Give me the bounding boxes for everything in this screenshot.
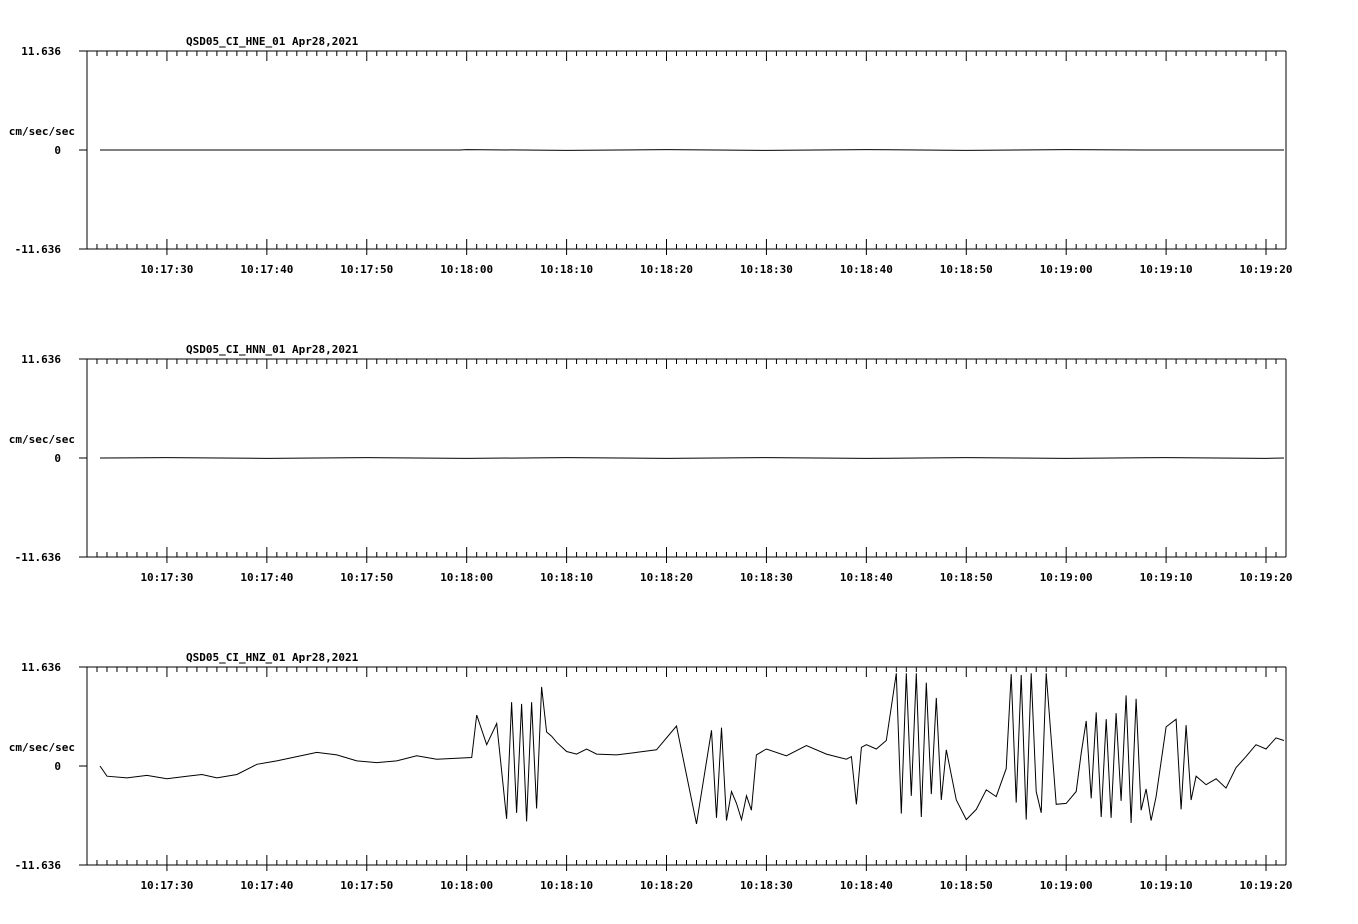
x-tick-label: 10:18:40: [839, 879, 893, 892]
time-ticks: [87, 359, 1286, 563]
waveform-trace: [100, 458, 1284, 459]
x-tick-label: 10:17:50: [340, 263, 394, 276]
x-tick-label: 10:19:10: [1139, 263, 1193, 276]
x-tick-label: 10:19:20: [1239, 879, 1293, 892]
x-tick-label: 10:18:40: [839, 263, 893, 276]
x-tick-label: 10:18:00: [440, 571, 494, 584]
x-tick-label: 10:18:20: [640, 571, 694, 584]
x-tick-label: 10:17:40: [240, 263, 294, 276]
x-tick-label: 10:18:50: [939, 879, 993, 892]
x-tick-label: 10:17:30: [140, 879, 194, 892]
x-tick-label: 10:17:30: [140, 571, 194, 584]
y-tick-label: 11.636: [21, 661, 61, 674]
x-tick-label: 10:17:40: [240, 571, 294, 584]
x-tick-label: 10:19:20: [1239, 263, 1293, 276]
x-tick-label: 10:18:40: [839, 571, 893, 584]
channel-title: QSD05_CI_HNE_01 Apr28,2021: [186, 35, 359, 48]
y-tick-label: -11.636: [14, 859, 61, 872]
x-tick-label: 10:18:30: [739, 263, 793, 276]
waveform-trace: [100, 673, 1284, 824]
channel-title: QSD05_CI_HNZ_01 Apr28,2021: [186, 651, 359, 664]
y-tick-label: 0: [54, 760, 61, 773]
y-axis-label: cm/sec/sec: [8, 433, 75, 446]
channel-panel: [9, 343, 1293, 584]
channel-panel: [9, 35, 1293, 276]
x-tick-label: 10:19:10: [1139, 571, 1193, 584]
channel-panel: [9, 651, 1293, 892]
time-ticks: [87, 51, 1286, 255]
x-tick-label: 10:17:30: [140, 263, 194, 276]
time-ticks: [87, 667, 1286, 871]
y-ticks: [79, 51, 87, 249]
x-tick-label: 10:18:30: [739, 879, 793, 892]
x-tick-label: 10:18:00: [440, 879, 494, 892]
x-tick-label: 10:17:40: [240, 879, 294, 892]
y-tick-label: 11.636: [21, 353, 61, 366]
x-tick-label: 10:19:10: [1139, 879, 1193, 892]
x-tick-label: 10:18:30: [739, 571, 793, 584]
x-tick-label: 10:19:00: [1039, 263, 1093, 276]
x-tick-label: 10:18:20: [640, 879, 694, 892]
x-tick-label: 10:18:10: [540, 879, 594, 892]
y-ticks: [79, 359, 87, 557]
y-ticks: [79, 667, 87, 865]
x-tick-label: 10:18:10: [540, 571, 594, 584]
x-tick-label: 10:19:20: [1239, 571, 1293, 584]
y-tick-label: 11.636: [21, 45, 61, 58]
x-tick-label: 10:18:50: [939, 571, 993, 584]
y-tick-label: -11.636: [14, 243, 61, 256]
y-tick-label: -11.636: [14, 551, 61, 564]
x-tick-label: 10:19:00: [1039, 571, 1093, 584]
y-axis-label: cm/sec/sec: [8, 741, 75, 754]
x-tick-label: 10:19:00: [1039, 879, 1093, 892]
waveform-trace: [100, 150, 1284, 151]
x-tick-label: 10:17:50: [340, 571, 394, 584]
y-tick-label: 0: [54, 452, 61, 465]
y-tick-label: 0: [54, 144, 61, 157]
x-tick-label: 10:18:00: [440, 263, 494, 276]
x-tick-label: 10:17:50: [340, 879, 394, 892]
y-axis-label: cm/sec/sec: [8, 125, 75, 138]
x-tick-label: 10:18:20: [640, 263, 694, 276]
channel-title: QSD05_CI_HNN_01 Apr28,2021: [186, 343, 359, 356]
x-tick-label: 10:18:50: [939, 263, 993, 276]
x-tick-label: 10:18:10: [540, 263, 594, 276]
